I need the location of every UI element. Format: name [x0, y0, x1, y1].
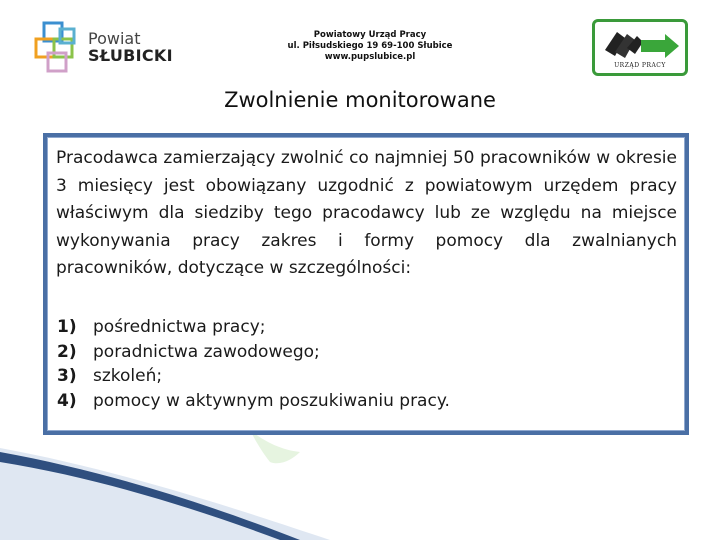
assistance-list: [57, 315, 450, 413]
list-item-text: pośrednictwa pracy;: [93, 317, 266, 337]
list-item-number: 1): [57, 317, 77, 337]
list-item: [57, 315, 450, 340]
content-box: [43, 133, 689, 435]
list-item-text: poradnictwa zawodowego;: [93, 341, 320, 362]
list-item-number: 4): [57, 390, 77, 411]
office-header: [250, 30, 490, 63]
office-address: ul. Piłsudskiego 19 69-100 Słubice: [287, 41, 453, 51]
urzad-pracy-emblem-icon: [595, 22, 685, 62]
intro-paragraph: Pracodawca zamierzający zwolnić co najmniej 50 pracowników w okresie 3 miesięcy jest obowiązany uzgodnić z powiatowym urzędem pracy właściwym dla siedziby tego pracodawcy lub ze względu na miejsce wykonywania pracy zakres i formy pomocy dla zwalnianych pracowników, dotyczące w szczególności:: [56, 148, 677, 278]
logo-line-1: Powiat: [88, 29, 141, 48]
powiat-slubicki-logo: [32, 17, 172, 77]
slide-title: Zwolnienie monitorowane: [224, 88, 496, 112]
office-name: Powiatowy Urząd Pracy: [313, 30, 427, 40]
list-item-text: szkoleń;: [93, 366, 163, 386]
logo-squares-icon: [32, 17, 92, 77]
list-item: [57, 364, 450, 389]
list-item-number: 2): [57, 341, 77, 362]
office-website: www.pupslubice.pl: [324, 52, 416, 62]
list-item: [57, 389, 450, 414]
list-item-number: 3): [57, 366, 77, 386]
list-item: [57, 340, 450, 365]
urzad-pracy-logo: [592, 19, 688, 76]
urzad-pracy-caption: URZĄD PRACY: [614, 62, 666, 69]
logo-line-2: SŁUBICKI: [88, 45, 173, 65]
list-item-text: pomocy w aktywnym poszukiwaniu pracy.: [93, 390, 450, 411]
